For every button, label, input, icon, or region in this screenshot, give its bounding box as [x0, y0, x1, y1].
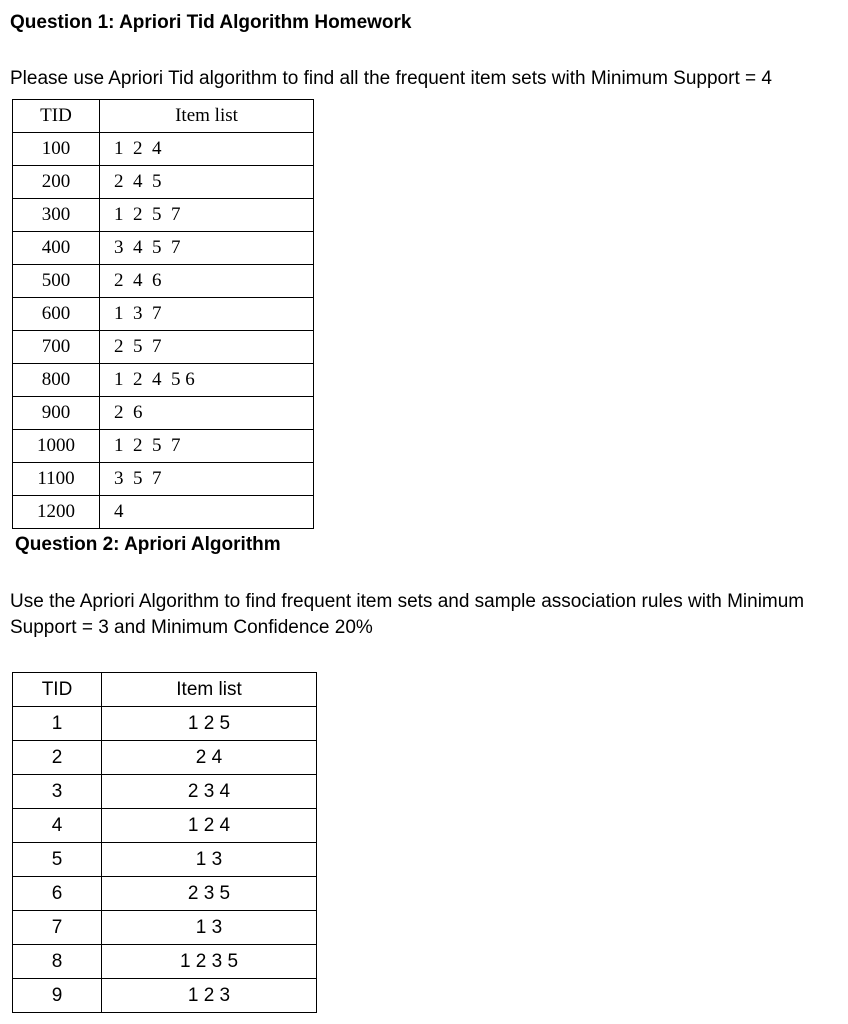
table-row	[13, 430, 314, 463]
question-2-title: Question 2: Apriori Algorithm	[15, 534, 281, 555]
table-row	[13, 166, 314, 199]
tid-cell: 800	[13, 364, 100, 397]
table-row	[13, 364, 314, 397]
tid-cell: 600	[13, 298, 100, 331]
item-list-cell: 1 2 5	[102, 707, 317, 741]
tid-cell: 7	[13, 911, 102, 945]
question-1-table-body	[13, 133, 314, 529]
item-list-cell: 1 3	[102, 843, 317, 877]
item-list-cell: 1 2 3	[102, 979, 317, 1013]
table-row	[13, 809, 317, 843]
question-1-instruction: Please use Apriori Tid algorithm to find all the frequent item sets with Minimum Support = 4	[10, 68, 772, 89]
item-list-cell: 2 5 7	[100, 331, 314, 364]
table-row	[13, 265, 314, 298]
tid-cell: 400	[13, 232, 100, 265]
table-row	[13, 911, 317, 945]
tid-cell: 8	[13, 945, 102, 979]
tid-cell: 500	[13, 265, 100, 298]
tid-cell: 2	[13, 741, 102, 775]
table-row	[13, 496, 314, 529]
question-1-title: Question 1: Apriori Tid Algorithm Homework	[10, 12, 412, 33]
item-list-cell: 2 4 5	[100, 166, 314, 199]
table-row	[13, 843, 317, 877]
item-list-column-header: Item list	[100, 100, 314, 133]
item-list-cell: 1 3 7	[100, 298, 314, 331]
table-row	[13, 298, 314, 331]
tid-cell: 100	[13, 133, 100, 166]
tid-cell: 1	[13, 707, 102, 741]
item-list-column-header: Item list	[102, 673, 317, 707]
tid-cell: 4	[13, 809, 102, 843]
tid-cell: 1100	[13, 463, 100, 496]
table-row	[13, 397, 314, 430]
question-2-table-body	[13, 707, 317, 1013]
tid-column-header: TID	[13, 673, 102, 707]
item-list-cell: 1 2 4	[102, 809, 317, 843]
tid-cell: 5	[13, 843, 102, 877]
table-row	[13, 877, 317, 911]
table-header-row	[13, 100, 314, 133]
tid-column-header: TID	[13, 100, 100, 133]
table-row	[13, 463, 314, 496]
tid-cell: 300	[13, 199, 100, 232]
table-row	[13, 232, 314, 265]
tid-cell: 9	[13, 979, 102, 1013]
question-1-transactions-table	[12, 99, 314, 529]
item-list-cell: 2 6	[100, 397, 314, 430]
table-row	[13, 133, 314, 166]
item-list-cell: 4	[100, 496, 314, 529]
question-2-transactions-table	[12, 672, 317, 1013]
item-list-cell: 1 2 4	[100, 133, 314, 166]
item-list-cell: 1 3	[102, 911, 317, 945]
tid-cell: 6	[13, 877, 102, 911]
item-list-cell: 3 4 5 7	[100, 232, 314, 265]
item-list-cell: 1 2 4 5 6	[100, 364, 314, 397]
question-2-instruction: Use the Apriori Algorithm to find frequent item sets and sample association rules with Minimum Support = 3 and Minimum Confidence 20%	[10, 591, 805, 638]
table-row	[13, 331, 314, 364]
table-header-row	[13, 673, 317, 707]
item-list-cell: 2 4	[102, 741, 317, 775]
table-row	[13, 979, 317, 1013]
item-list-cell: 2 4 6	[100, 265, 314, 298]
item-list-cell: 2 3 4	[102, 775, 317, 809]
table-row	[13, 741, 317, 775]
tid-cell: 700	[13, 331, 100, 364]
table-row	[13, 199, 314, 232]
item-list-cell: 2 3 5	[102, 877, 317, 911]
item-list-cell: 1 2 5 7	[100, 199, 314, 232]
table-row	[13, 945, 317, 979]
item-list-cell: 1 2 5 7	[100, 430, 314, 463]
tid-cell: 1000	[13, 430, 100, 463]
table-row	[13, 775, 317, 809]
table-row	[13, 707, 317, 741]
tid-cell: 3	[13, 775, 102, 809]
item-list-cell: 3 5 7	[100, 463, 314, 496]
item-list-cell: 1 2 3 5	[102, 945, 317, 979]
tid-cell: 900	[13, 397, 100, 430]
tid-cell: 200	[13, 166, 100, 199]
tid-cell: 1200	[13, 496, 100, 529]
